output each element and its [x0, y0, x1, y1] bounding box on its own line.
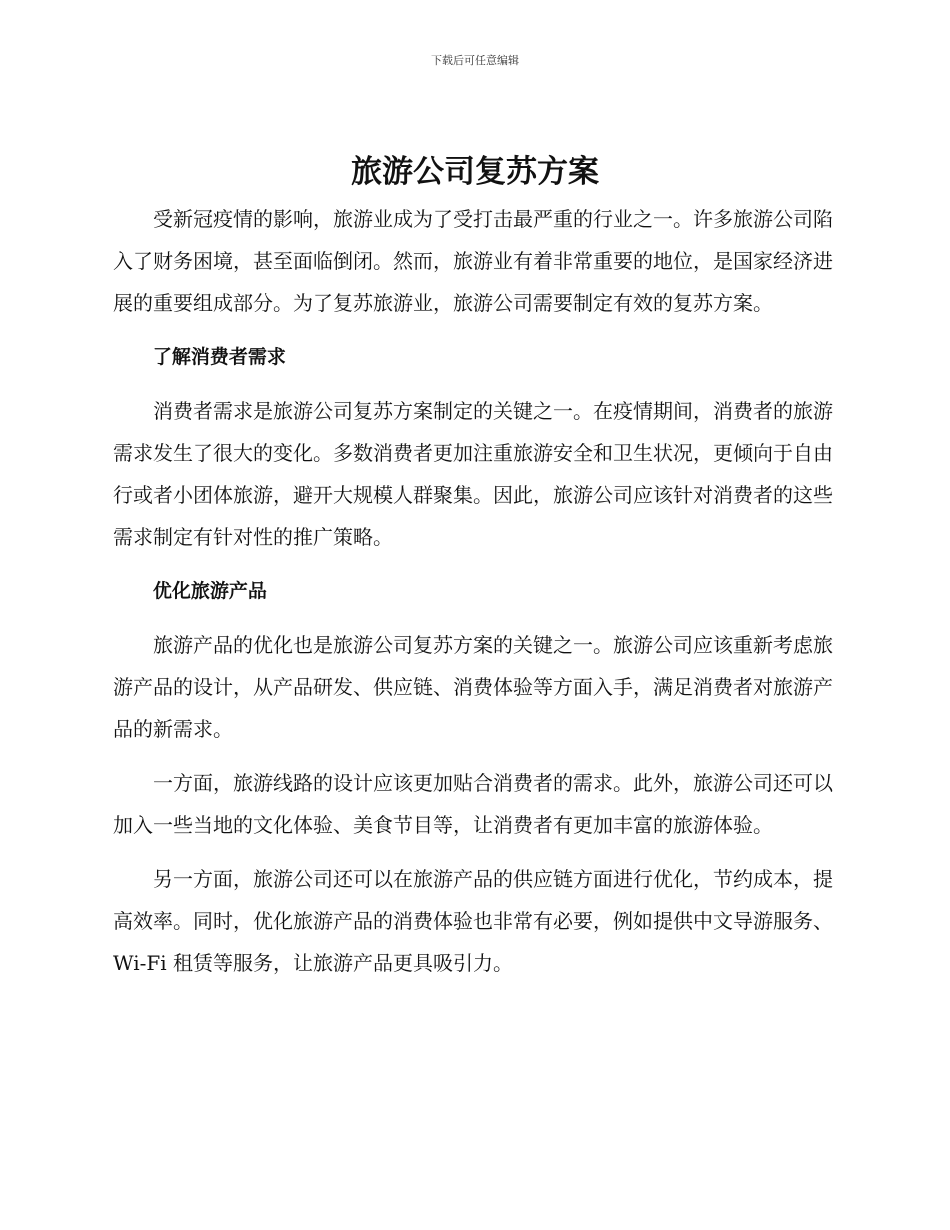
document-title: 旅游公司复苏方案	[351, 154, 599, 190]
intro-paragraph: 受新冠疫情的影响，旅游业成为了受打击最严重的行业之一。许多旅游公司陷入了财务困境，甚至面临倒闭。然而，旅游业有着非常重要的地位，是国家经济进展的重要组成部分。为了复苏旅游业，旅游公司需要制定有效的复苏方案。	[113, 207, 833, 315]
optimize-products-paragraph-3: 另一方面，旅游公司还可以在旅游产品的供应链方面进行优化，节约成本，提高效率。同时，优化旅游产品的消费体验也非常有必要，例如提供中文导游服务、Wi-Fi 租赁等服务，让旅游产品更具吸引力。	[113, 867, 833, 975]
optimize-products-paragraph-1: 旅游产品的优化也是旅游公司复苏方案的关键之一。旅游公司应该重新考虑旅游产品的设计，从产品研发、供应链、消费体验等方面入手，满足消费者对旅游产品的新需求。	[113, 633, 833, 741]
header-note: 下载后可任意编辑	[431, 54, 519, 67]
optimize-products-paragraph-2: 一方面，旅游线路的设计应该更加贴合消费者的需求。此外，旅游公司还可以加入一些当地的文化体验、美食节目等，让消费者有更加丰富的旅游体验。	[113, 771, 833, 837]
consumer-needs-paragraph: 消费者需求是旅游公司复苏方案制定的关键之一。在疫情期间，消费者的旅游需求发生了很大的变化。多数消费者更加注重旅游安全和卫生状况，更倾向于自由行或者小团体旅游，避开大规模人群聚集。因此，旅游公司应该针对消费者的这些需求制定有针对性的推广策略。	[113, 399, 833, 549]
document-body	[113, 198, 833, 996]
section-heading-consumer-needs: 了解消费者需求	[152, 346, 286, 368]
section-heading-optimize-products: 优化旅游产品	[152, 580, 267, 602]
